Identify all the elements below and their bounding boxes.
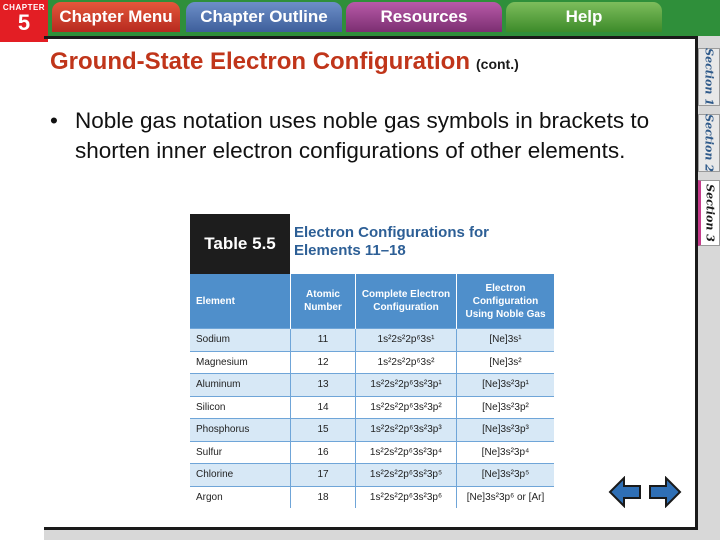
header-atomic-number: Atomic Number	[291, 274, 356, 329]
cell-noble-gas-config: [Ne]3s²	[457, 351, 555, 374]
table-row	[190, 441, 554, 464]
table-row	[190, 351, 554, 374]
table-figure	[190, 214, 554, 503]
tab-chapter-menu[interactable]: Chapter Menu	[52, 2, 180, 32]
cell-complete-config: 1s²2s²2p⁶3s¹	[356, 329, 457, 352]
tab-chapter-outline[interactable]: Chapter Outline	[186, 2, 342, 32]
tab-help[interactable]: Help	[506, 2, 662, 32]
cell-complete-config: 1s²2s²2p⁶3s²3p³	[356, 419, 457, 442]
slide-frame-right	[695, 36, 698, 530]
slide-title	[50, 48, 519, 76]
cell-noble-gas-config: [Ne]3s²3p¹	[457, 374, 555, 397]
section-tab-3[interactable]	[698, 180, 720, 246]
cell-noble-gas-config: [Ne]3s²3p⁴	[457, 441, 555, 464]
section-tab-2-label: Section 2	[702, 114, 716, 172]
header-complete-config: Complete Electron Configuration	[356, 274, 457, 329]
previous-slide-button[interactable]	[608, 476, 642, 508]
table-header-row	[190, 274, 554, 329]
table-row	[190, 329, 554, 352]
table-title: Electron Configurations for Elements 11–18	[294, 224, 489, 259]
cell-atomic-number: 16	[291, 441, 356, 464]
cell-atomic-number: 13	[291, 374, 356, 397]
table-label: Table 5.5	[190, 214, 290, 274]
frame-shadow-bottom	[44, 530, 720, 540]
cell-noble-gas-config: [Ne]3s²3p⁵	[457, 464, 555, 487]
cell-complete-config: 1s²2s²2p⁶3s²3p⁴	[356, 441, 457, 464]
cell-atomic-number: 11	[291, 329, 356, 352]
cell-atomic-number: 18	[291, 486, 356, 508]
header-element: Element	[190, 274, 291, 329]
cell-noble-gas-config: [Ne]3s²3p⁶ or [Ar]	[457, 486, 555, 508]
section-tab-3-label: Section 3	[703, 184, 717, 242]
cell-atomic-number: 12	[291, 351, 356, 374]
next-slide-button[interactable]	[648, 476, 682, 508]
table-row	[190, 486, 554, 508]
cell-atomic-number: 14	[291, 396, 356, 419]
arrow-left-icon	[608, 476, 642, 508]
cell-element: Magnesium	[190, 351, 291, 374]
cell-noble-gas-config: [Ne]3s¹	[457, 329, 555, 352]
chapter-number: 5	[17, 10, 31, 35]
cell-element: Phosphorus	[190, 419, 291, 442]
electron-config-table	[190, 274, 554, 508]
table-row	[190, 374, 554, 397]
chapter-badge	[0, 0, 48, 42]
cell-complete-config: 1s²2s²2p⁶3s²3p²	[356, 396, 457, 419]
cell-element: Chlorine	[190, 464, 291, 487]
cell-element: Aluminum	[190, 374, 291, 397]
cell-element: Argon	[190, 486, 291, 508]
chapter-label: CHAPTER	[2, 3, 46, 12]
header-noble-gas-config: Electron Configuration Using Noble Gas	[457, 274, 555, 329]
cell-complete-config: 1s²2s²2p⁶3s²3p⁶	[356, 486, 457, 508]
slide-frame-top	[44, 36, 698, 39]
frame-shadow-right	[698, 36, 720, 540]
table-row	[190, 419, 554, 442]
section-tab-1[interactable]	[698, 48, 720, 106]
bullet-point	[50, 106, 650, 166]
bullet-dot: •	[50, 108, 58, 133]
cell-element: Silicon	[190, 396, 291, 419]
section-tab-1-label: Section 1	[702, 48, 716, 106]
cell-complete-config: 1s²2s²2p⁶3s²3p¹	[356, 374, 457, 397]
bullet-text: Noble gas notation uses noble gas symbols in brackets to shorten inner electron configurations of other elements.	[75, 108, 650, 163]
table-row	[190, 464, 554, 487]
cell-element: Sulfur	[190, 441, 291, 464]
arrow-right-icon	[648, 476, 682, 508]
cell-complete-config: 1s²2s²2p⁶3s²3p⁵	[356, 464, 457, 487]
slide-frame-bottom	[44, 527, 698, 530]
slide-title-suffix: (cont.)	[476, 56, 519, 72]
cell-atomic-number: 15	[291, 419, 356, 442]
cell-noble-gas-config: [Ne]3s²3p³	[457, 419, 555, 442]
table-row	[190, 396, 554, 419]
cell-complete-config: 1s²2s²2p⁶3s²	[356, 351, 457, 374]
cell-noble-gas-config: [Ne]3s²3p²	[457, 396, 555, 419]
cell-element: Sodium	[190, 329, 291, 352]
tab-resources[interactable]: Resources	[346, 2, 502, 32]
section-tab-2[interactable]	[698, 114, 720, 172]
slide-title-text: Ground-State Electron Configuration	[50, 48, 470, 75]
cell-atomic-number: 17	[291, 464, 356, 487]
